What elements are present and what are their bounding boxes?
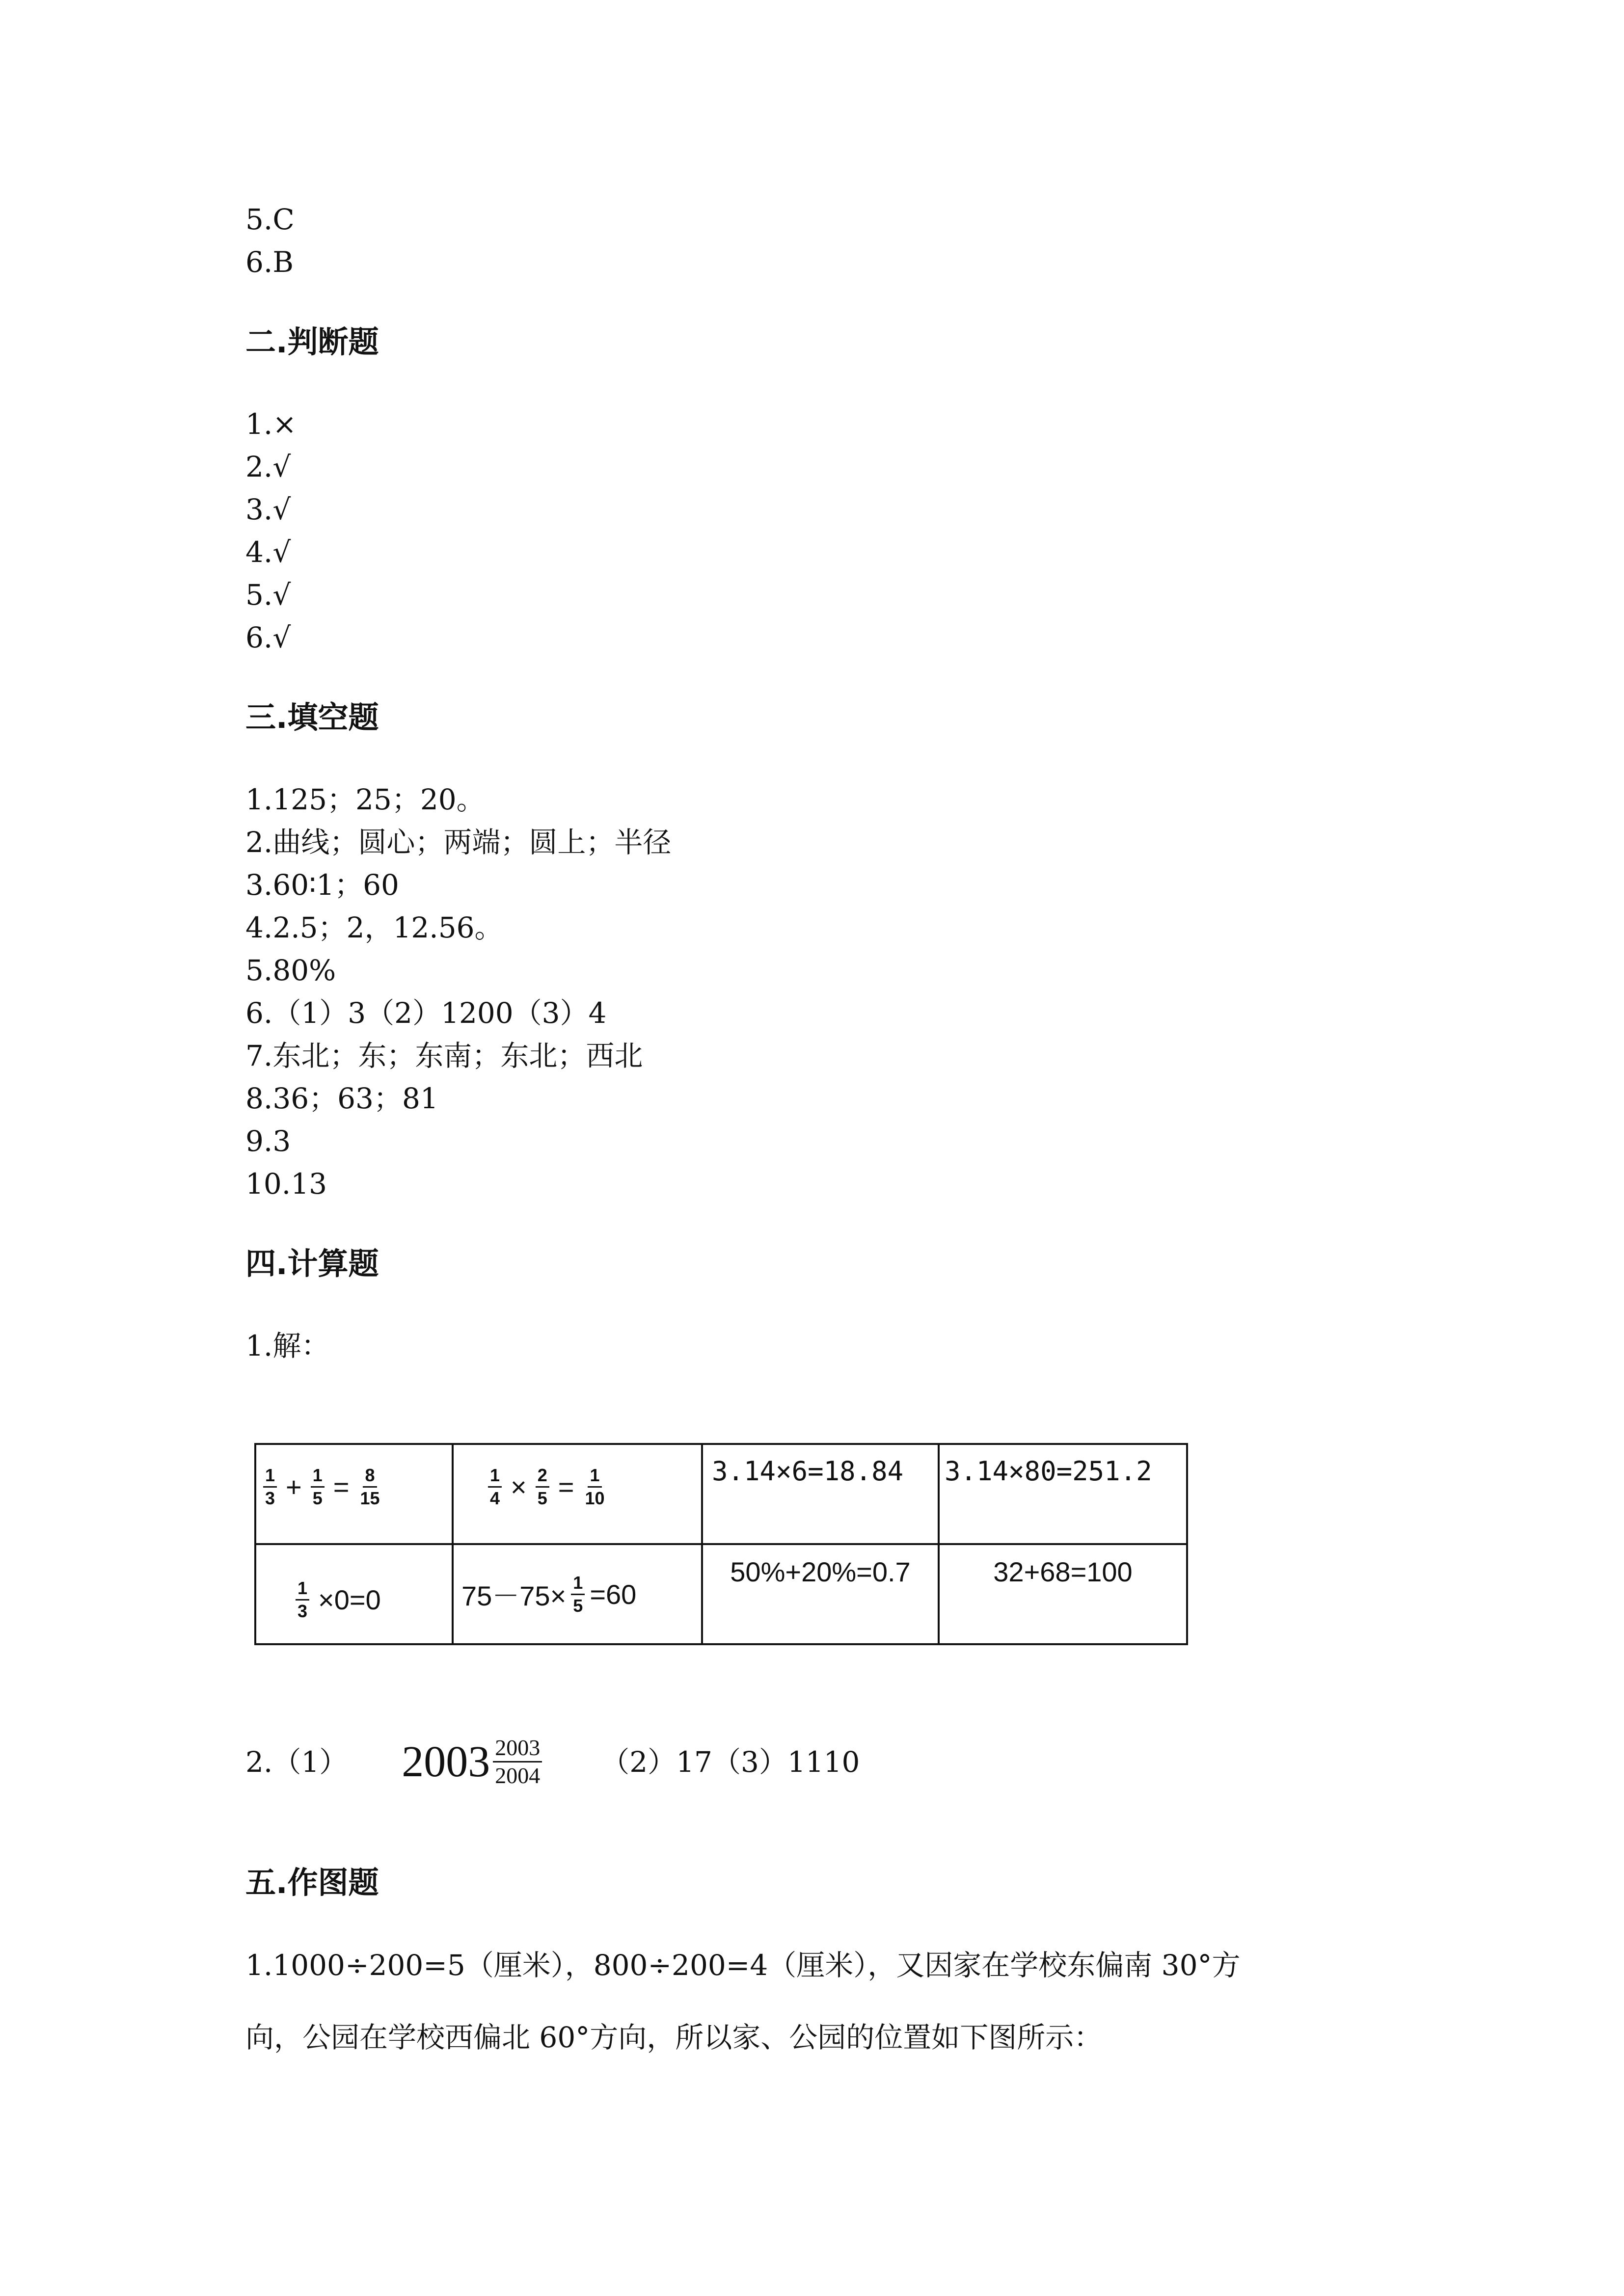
table-cell <box>255 1544 453 1644</box>
answer-line: 7.东北；东；东南；东北；西北 <box>245 1039 643 1072</box>
answer-line: 3.√ <box>245 493 291 526</box>
answer-line: 2.曲线；圆心；两端；圆上；半径 <box>245 826 672 859</box>
answer-line: 3.60∶1；60 <box>245 868 399 902</box>
answer-line: 5.80% <box>245 954 336 987</box>
answer-line: 5.√ <box>245 578 291 612</box>
answer-line: 8.36；63；81 <box>245 1082 438 1115</box>
equals-sign: = <box>333 1471 350 1502</box>
table-row <box>255 1544 1187 1644</box>
answer-suffix: （2）17（3）1110 <box>601 1745 860 1779</box>
fraction: $\frac{1}{4}$ <box>488 1467 502 1507</box>
answer-line <box>245 1736 860 1787</box>
expression-text: ×0=0 <box>318 1584 381 1615</box>
section-heading: 二.判断题 <box>245 324 379 360</box>
table-cell: 32+68=100 <box>939 1544 1187 1644</box>
section-heading: 四.计算题 <box>245 1246 379 1281</box>
answer-line: 1.1000÷200=5（厘米），800÷200=4（厘米），又因家在学校东偏南 30°方 <box>245 1949 1241 1982</box>
section-heading: 三.填空题 <box>245 699 379 735</box>
table-row <box>255 1444 1187 1544</box>
answer-line: 10.13 <box>245 1167 327 1201</box>
mixed-whole: 2003 <box>402 1737 490 1786</box>
expression-text: 75－75× <box>461 1580 567 1611</box>
mixed-number <box>402 1736 542 1787</box>
table-cell: 3.14×6=18.84 <box>702 1444 939 1544</box>
question-label: 1.解： <box>245 1329 330 1362</box>
fraction: $\frac{1}{3}$ <box>296 1579 309 1620</box>
table-cell: 50%+20%=0.7 <box>702 1544 939 1644</box>
table-cell <box>255 1444 453 1544</box>
answer-line: 6.B <box>245 245 294 279</box>
answer-line: 2.√ <box>245 450 291 483</box>
fraction: $\frac{1}{5}$ <box>311 1467 325 1507</box>
operator: × <box>511 1471 527 1502</box>
answer-line: 6.√ <box>245 621 291 654</box>
answer-line: 5.C <box>245 203 295 236</box>
fraction: $\frac{2003}{2004}$ <box>493 1736 542 1787</box>
table-cell <box>453 1444 702 1544</box>
answer-line: 向，公园在学校西偏北 60°方向，所以家、公园的位置如下图所示： <box>245 2021 1103 2054</box>
answer-line: 9.3 <box>245 1124 291 1158</box>
fraction: $\frac{1}{10}$ <box>585 1465 605 1508</box>
fraction: $\frac{2}{5}$ <box>536 1467 549 1507</box>
fraction: $\frac{1}{3}$ <box>263 1467 277 1507</box>
calculation-table <box>254 1443 1188 1645</box>
answer-line: 4.2.5；2，12.56。 <box>245 911 503 944</box>
table-cell: 3.14×80=251.2 <box>939 1444 1187 1544</box>
answer-line: 6.（1）3（2）1200（3）4 <box>245 996 607 1030</box>
table-cell <box>453 1544 702 1644</box>
expression-text: =60 <box>590 1578 637 1610</box>
fraction: $\frac{8}{15}$ <box>360 1465 380 1508</box>
answer-line: 4.√ <box>245 535 291 569</box>
section-heading: 五.作图题 <box>245 1865 379 1900</box>
answer-prefix: 2.（1） <box>245 1745 348 1779</box>
answer-line: 1.× <box>245 407 297 441</box>
operator: + <box>286 1471 302 1502</box>
equals-sign: = <box>558 1471 574 1502</box>
fraction: $\frac{1}{5}$ <box>571 1574 585 1615</box>
answer-line: 1.125；25；20。 <box>245 783 485 816</box>
